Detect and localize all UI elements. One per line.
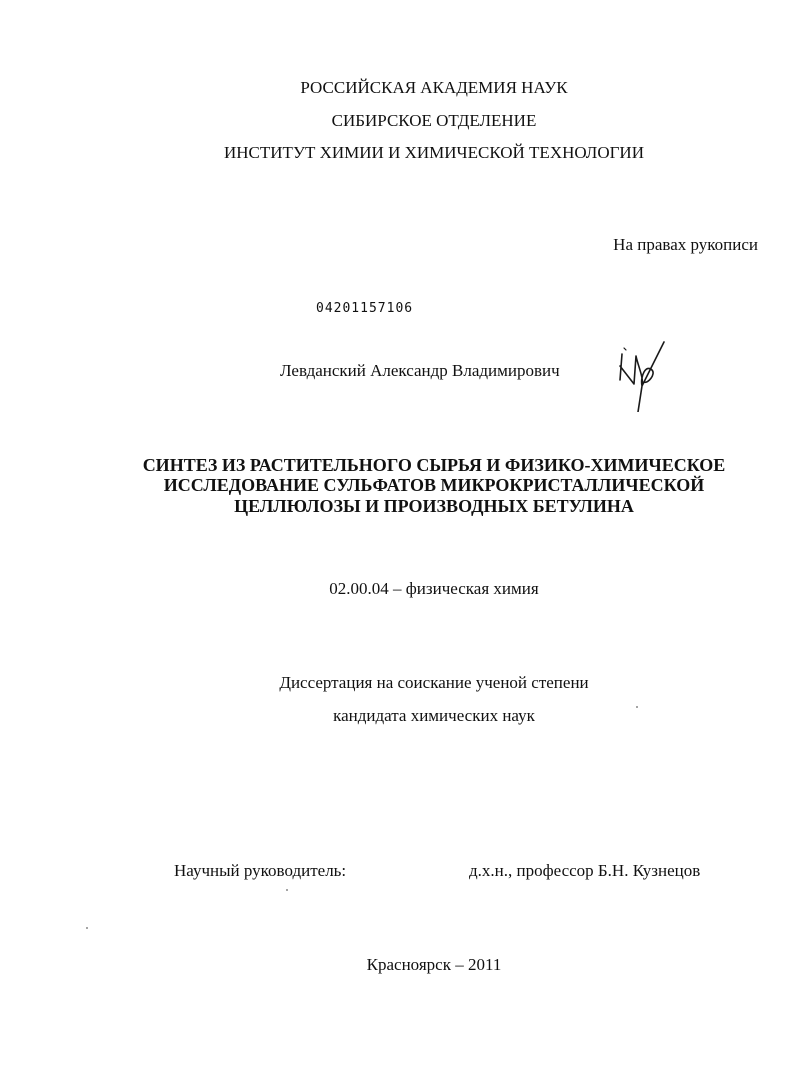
scan-speck — [286, 889, 288, 891]
place-year: Красноярск – 2011 — [366, 955, 502, 974]
header-academy: РОССИЙСКАЯ АКАДЕМИЯ НАУК — [300, 78, 568, 97]
author-name: Левданский Александр Владимирович — [280, 361, 560, 380]
title-line-2: ИССЛЕДОВАНИЕ СУЛЬФАТОВ МИКРОКРИСТАЛЛИЧЕСКОЙ — [163, 475, 705, 495]
dissertation-line-1: Диссертация на соискание ученой степени — [279, 673, 589, 692]
supervisor-value: д.х.н., профессор Б.Н. Кузнецов — [469, 861, 701, 880]
header-institute: ИНСТИТУТ ХИМИИ И ХИМИЧЕСКОЙ ТЕХНОЛОГИИ — [224, 143, 644, 162]
document-number: 04201157106 — [316, 301, 414, 316]
supervisor-label: Научный руководитель: — [174, 861, 347, 880]
handwritten-signature-icon — [616, 340, 668, 412]
title-line-3: ЦЕЛЛЮЛОЗЫ И ПРОИЗВОДНЫХ БЕТУЛИНА — [234, 496, 634, 516]
scan-speck — [636, 706, 638, 708]
specialty: 02.00.04 – физическая химия — [329, 579, 539, 598]
header-branch: СИБИРСКОЕ ОТДЕЛЕНИЕ — [331, 111, 537, 130]
manuscript-note: На правах рукописи — [613, 235, 758, 254]
dissertation-line-2: кандидата химических наук — [333, 706, 535, 725]
scan-speck — [86, 927, 88, 929]
title-line-1: СИНТЕЗ ИЗ РАСТИТЕЛЬНОГО СЫРЬЯ И ФИЗИКО-ХИМИЧЕСКОЕ — [142, 455, 726, 475]
